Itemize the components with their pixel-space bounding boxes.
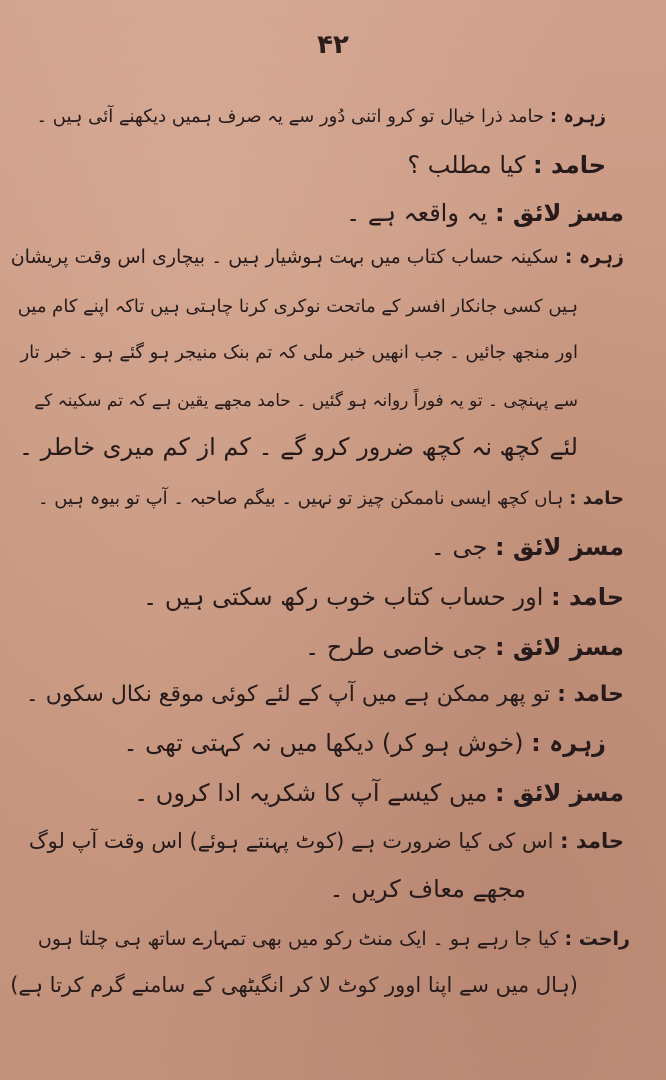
dialogue-text: ہاں کچھ ایسی ناممکن چیز تو نہیں ۔ بیگم صاحبہ ۔ آپ تو بیوہ ہیں ۔ xyxy=(38,488,564,509)
dialogue-line-13 xyxy=(26,678,624,712)
dialogue-text: کیا مطلب ؟ xyxy=(407,151,526,179)
page-number: ۴۲ xyxy=(317,30,349,60)
dialogue-line-2 xyxy=(407,148,606,182)
dialogue-text: یہ واقعہ ہے ۔ xyxy=(346,199,488,227)
dialogue-line-14 xyxy=(123,726,606,760)
dialogue-line-16 xyxy=(29,824,624,858)
dialogue-text: ہیں کسی جانکار افسر کے ماتحت نوکری کرنا چاہتی ہیں تاکہ اپنے کام میں xyxy=(17,296,578,317)
dialogue-text: لئے کچھ نہ کچھ ضرور کرو گے ۔ کم از کم میری خاطر ۔ xyxy=(18,433,578,461)
dialogue-line-7 xyxy=(34,384,578,418)
speaker-name: مسز لائق : xyxy=(494,199,624,227)
dialogue-line-19 xyxy=(10,968,578,1002)
speaker-name: حامد : xyxy=(533,151,606,179)
dialogue-text: اس کی کیا ضرورت ہے (کوٹ پہنتے ہوئے) اس وقت آپ لوگ xyxy=(28,829,554,853)
dialogue-line-1 xyxy=(37,100,606,134)
speaker-name: مسز لائق : xyxy=(494,633,624,661)
dialogue-text: سے پہنچی ۔ تو یہ فوراً روانہ ہو گئیں ۔ حامد مجھے یقین ہے کہ تم سکینہ کے xyxy=(34,391,578,411)
dialogue-line-15 xyxy=(134,776,624,810)
speaker-name: زہرہ : xyxy=(564,246,624,268)
speaker-name: حامد : xyxy=(551,583,624,611)
speaker-name: راحت : xyxy=(564,928,630,950)
speaker-name: زہرہ : xyxy=(549,106,606,127)
dialogue-text: حامد ذرا خیال تو کرو اتنی دُور سے یہ صرف ہمیں دیکھنے آئی ہیں ۔ xyxy=(36,106,545,127)
dialogue-line-12 xyxy=(305,630,624,664)
dialogue-line-4 xyxy=(11,240,624,274)
dialogue-text: مجھے معاف کریں ۔ xyxy=(329,875,526,903)
speaker-name: حامد : xyxy=(557,682,624,707)
speaker-name: حامد : xyxy=(560,829,624,853)
speaker-name: زہرہ : xyxy=(531,729,606,757)
dialogue-text: میں کیسے آپ کا شکریہ ادا کروں ۔ xyxy=(134,779,488,807)
dialogue-line-10 xyxy=(431,530,624,564)
dialogue-line-8 xyxy=(19,430,578,464)
speaker-name: مسز لائق : xyxy=(494,779,624,807)
dialogue-text: سکینہ حساب کتاب میں بہت ہوشیار ہیں ۔ بیچاری اس وقت پریشان xyxy=(10,246,559,268)
dialogue-line-5 xyxy=(18,290,578,324)
dialogue-text: (خوش ہو کر) دیکھا میں نہ کہتی تھی ۔ xyxy=(123,729,524,757)
speaker-name: مسز لائق : xyxy=(494,533,624,561)
dialogue-text: (ہال میں سے اپنا اوور کوٹ لا کر انگیٹھی کے سامنے گرم کرتا ہے) xyxy=(10,973,578,997)
dialogue-line-18 xyxy=(38,922,630,956)
dialogue-text: اور حساب کتاب خوب رکھ سکتی ہیں ۔ xyxy=(143,583,544,611)
dialogue-line-6 xyxy=(20,336,578,370)
speaker-name: حامد : xyxy=(569,488,624,509)
dialogue-text: جی ۔ xyxy=(430,533,488,561)
dialogue-line-3 xyxy=(346,196,624,230)
dialogue-line-17 xyxy=(329,872,526,906)
dialogue-line-9 xyxy=(38,482,624,516)
dialogue-text: جی خاصی طرح ۔ xyxy=(305,633,488,661)
dialogue-text: اور منجھ جائیں ۔ جب انھیں خبر ملی کہ تم بنک منیجر ہو گئے ہو ۔ خبر تار xyxy=(20,342,578,363)
dialogue-text: تو پھر ممکن ہے میں آپ کے لئے کوئی موقع نکال سکوں ۔ xyxy=(25,682,551,707)
dialogue-line-11 xyxy=(143,580,624,614)
dialogue-text: کیا جا رہے ہو ۔ ایک منٹ رکو میں بھی تمہارے ساتھ ہی چلتا ہوں xyxy=(37,928,559,950)
